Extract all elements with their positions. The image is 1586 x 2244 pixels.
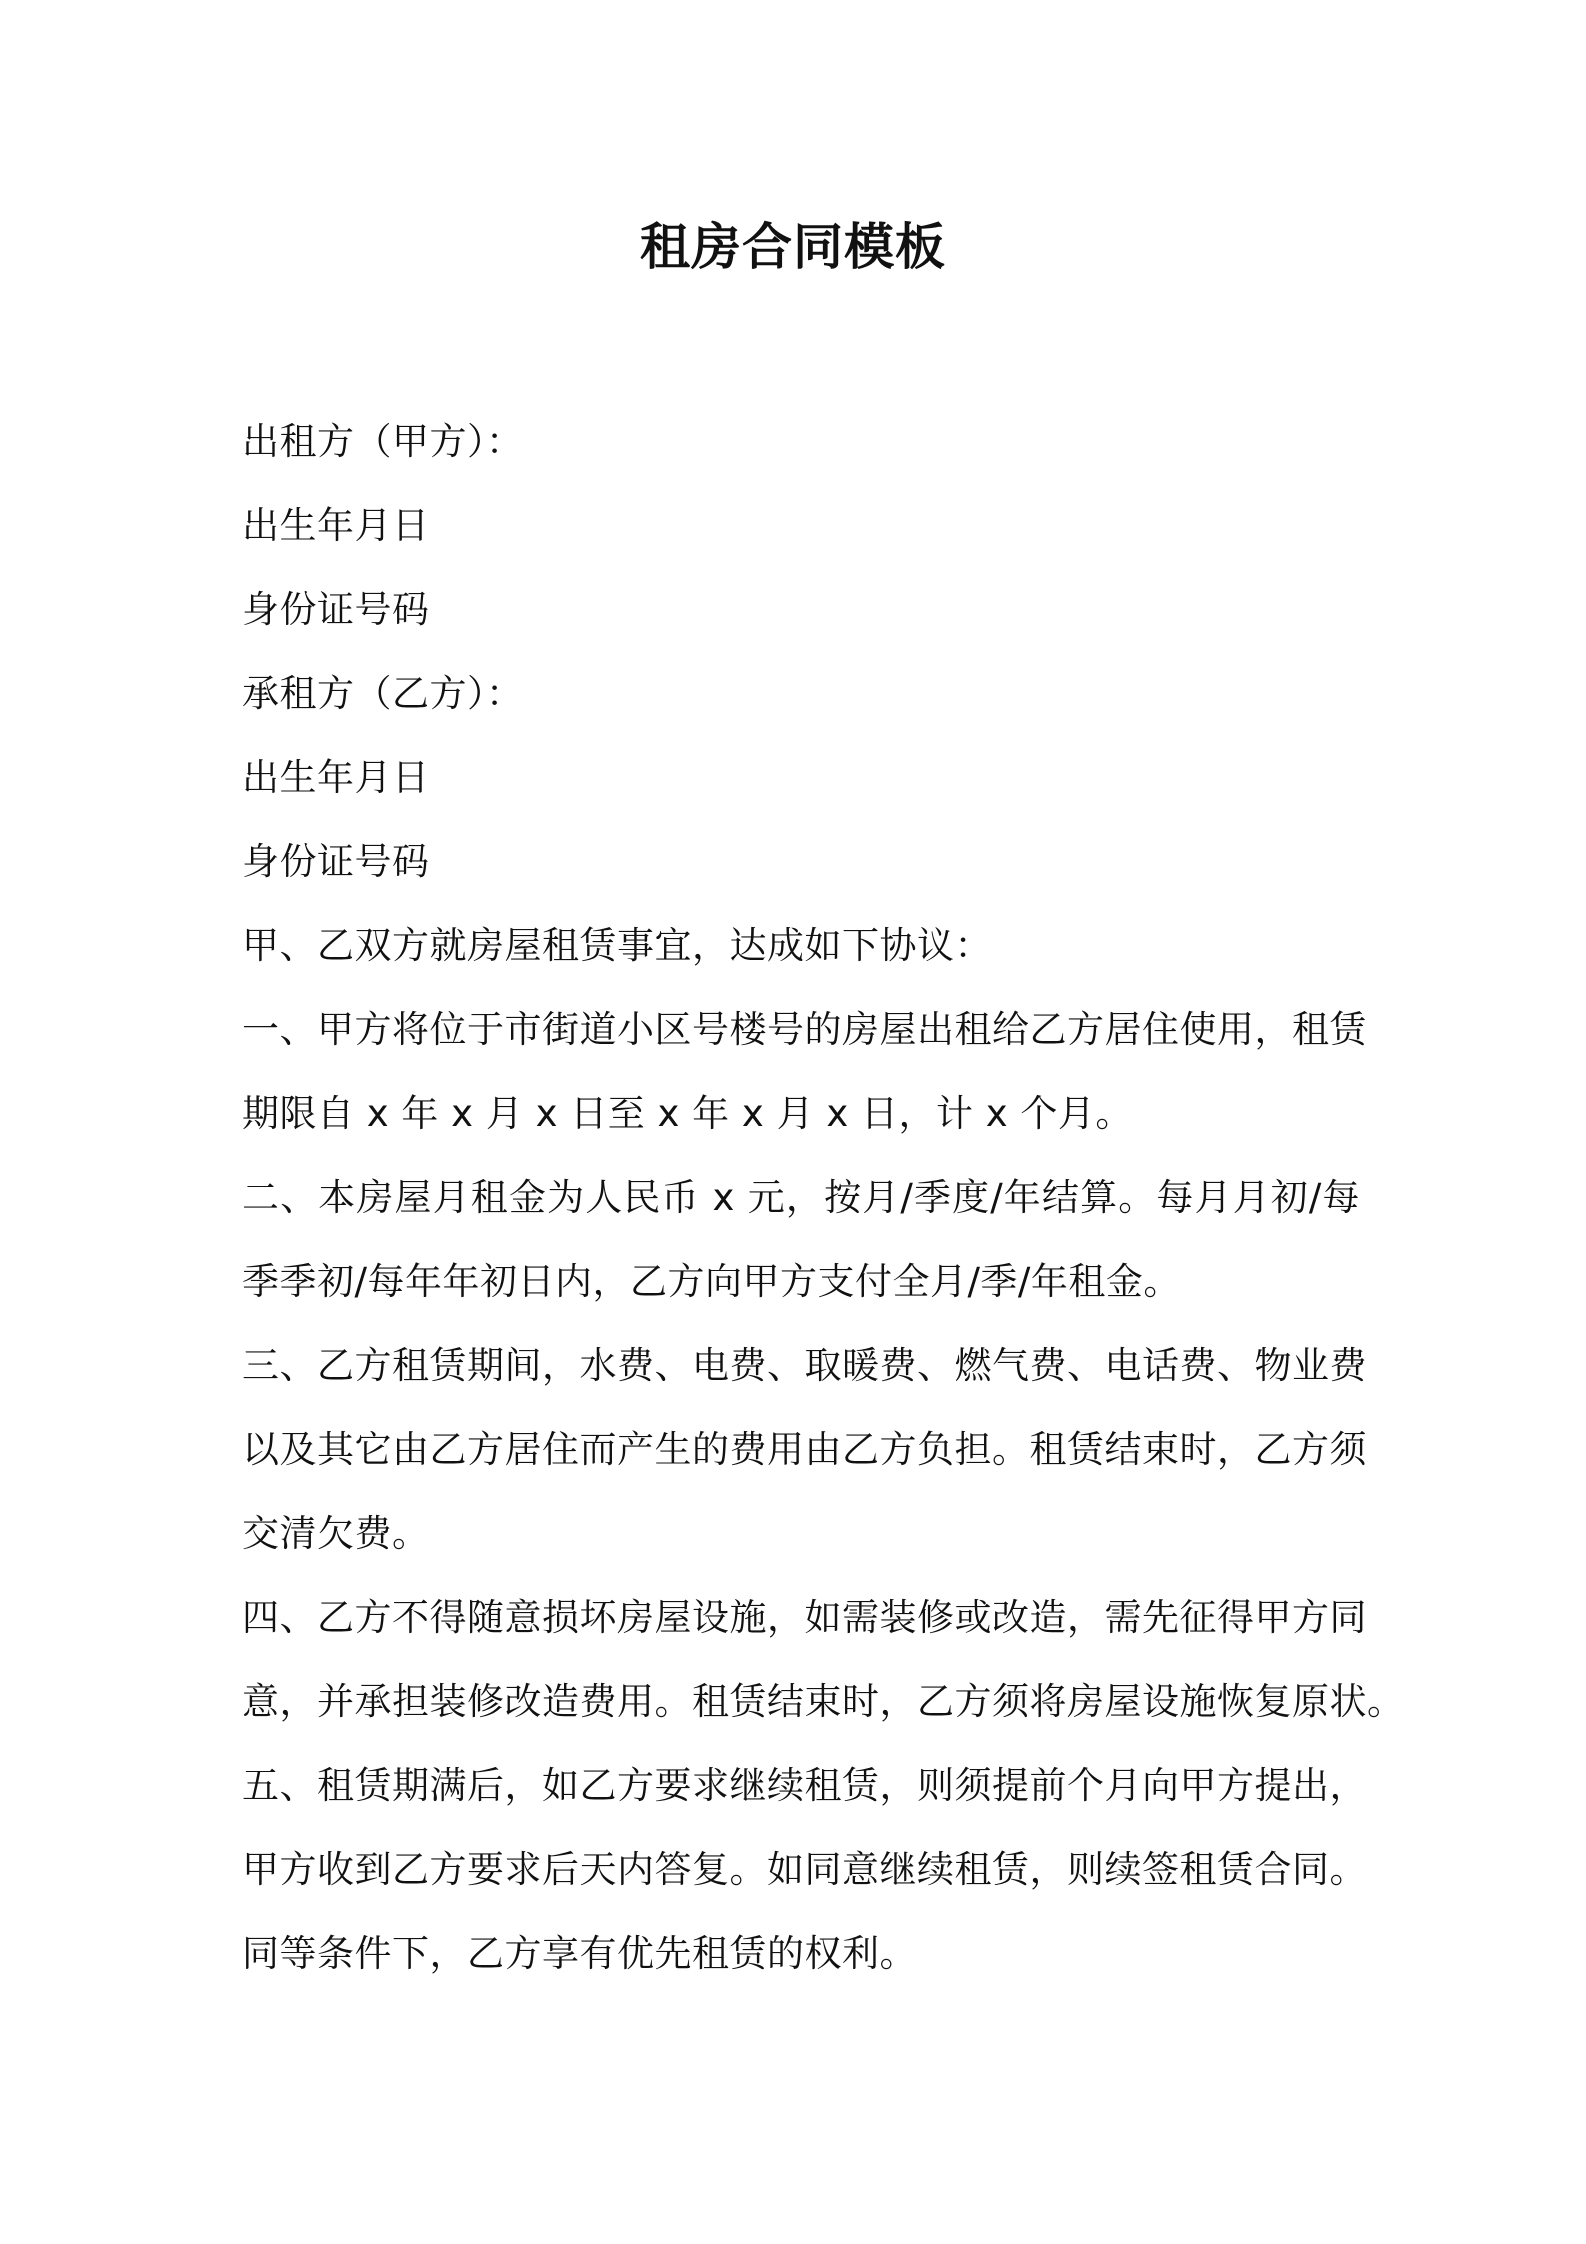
clause-2 (242, 1156, 1360, 1324)
clause-5-line: 同等条件下，乙方享有优先租赁的权利。 (242, 1932, 917, 1975)
agreement-intro: 甲、乙双方就房屋租赁事宜，达成如下协议： (242, 924, 992, 967)
lessee-id-label: 身份证号码 (242, 840, 430, 883)
lessee-birthdate-label: 出生年月日 (242, 756, 430, 799)
clause-3-line: 以及其它由乙方居住而产生的费用由乙方负担。租赁结束时，乙方须 (242, 1428, 1367, 1471)
document-title: 租房合同模板 (640, 218, 946, 276)
clause-3-line: 交清欠费。 (242, 1512, 430, 1555)
clause-5-line: 五、租赁期满后，如乙方要求继续租赁，则须提前个月向甲方提出， (242, 1764, 1367, 1807)
clause-2-line: 二、本房屋月租金为人民币 x 元，按月/季度/年结算。每月月初/每 (242, 1176, 1360, 1219)
clause-5 (242, 1744, 1367, 1996)
clause-4-line: 意，并承担装修改造费用。租赁结束时，乙方须将房屋设施恢复原状。 (242, 1680, 1405, 1723)
clause-1-line: 一、甲方将位于市街道小区号楼号的房屋出租给乙方居住使用，租赁 (242, 1008, 1367, 1051)
lessor-birthdate-label: 出生年月日 (242, 504, 430, 547)
clause-1 (242, 988, 1367, 1156)
clause-4-line: 四、乙方不得随意损坏房屋设施，如需装修或改造，需先征得甲方同 (242, 1596, 1367, 1639)
clause-1-line: 期限自 x 年 x 月 x 日至 x 年 x 月 x 日，计 x 个月。 (242, 1092, 1133, 1135)
lessor-id-label: 身份证号码 (242, 588, 430, 631)
clause-5-line: 甲方收到乙方要求后天内答复。如同意继续租赁，则续签租赁合同。 (242, 1848, 1367, 1891)
document-body (242, 400, 1405, 1996)
clause-3 (242, 1324, 1367, 1576)
lessee-label: 承租方（乙方）： (242, 672, 524, 715)
clause-3-line: 三、乙方租赁期间，水费、电费、取暖费、燃气费、电话费、物业费 (242, 1344, 1367, 1387)
party-info (242, 400, 1360, 988)
clause-4 (242, 1576, 1405, 1744)
lessor-label: 出租方（甲方）： (242, 420, 524, 463)
clause-2-line: 季季初/每年年初日内，乙方向甲方支付全月/季/年租金。 (242, 1260, 1181, 1303)
